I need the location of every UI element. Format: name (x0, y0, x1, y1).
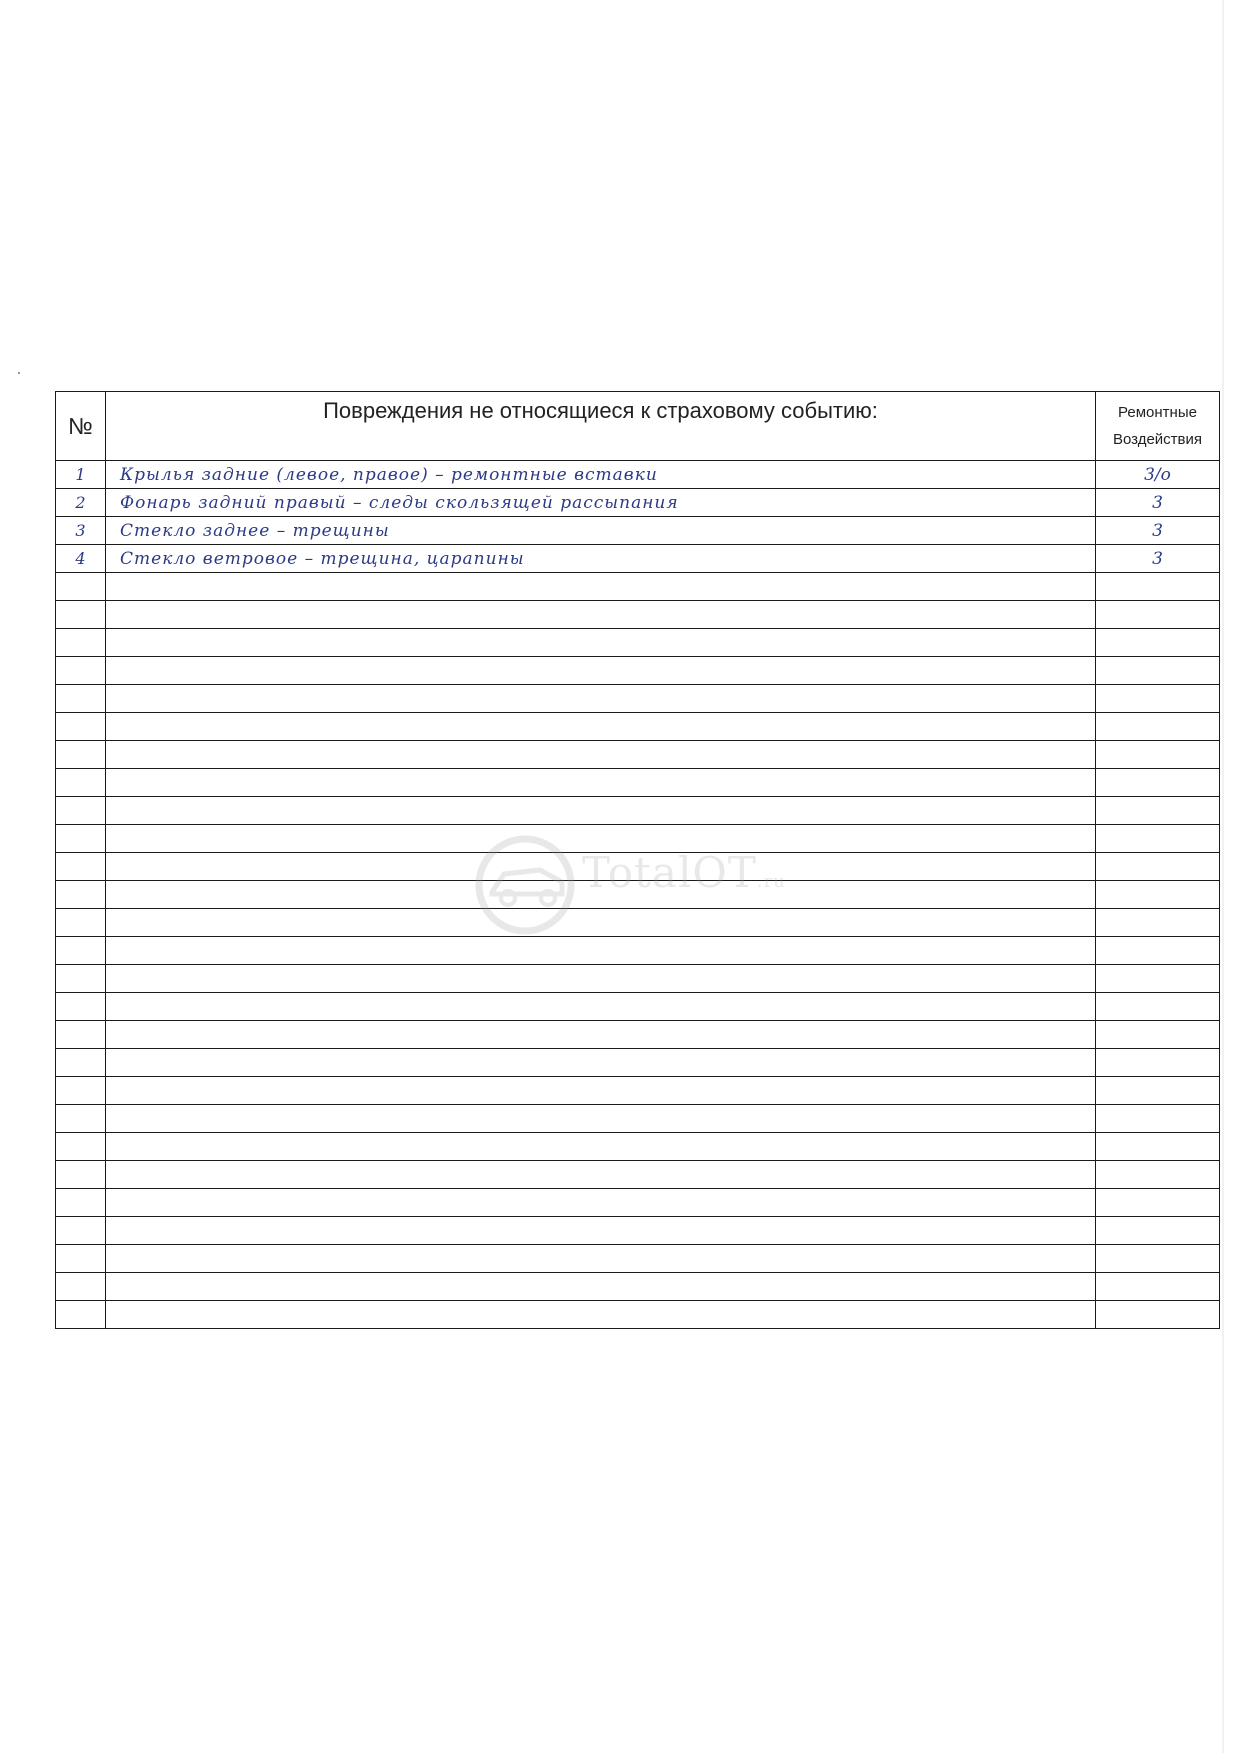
row-number (56, 1077, 106, 1105)
row-description (106, 1245, 1096, 1273)
row-repair-action (1096, 1021, 1220, 1049)
row-number (56, 881, 106, 909)
row-repair-action (1096, 797, 1220, 825)
row-description: Стекло ветровое – трещина, царапины (106, 545, 1096, 573)
row-repair-action (1096, 657, 1220, 685)
row-description: Фонарь задний правый – следы скользящей рассыпания (106, 489, 1096, 517)
table-row (56, 853, 1220, 881)
row-description (106, 1105, 1096, 1133)
row-number (56, 685, 106, 713)
row-number (56, 1301, 106, 1329)
row-repair-action (1096, 573, 1220, 601)
table-row (56, 657, 1220, 685)
row-repair-action (1096, 993, 1220, 1021)
table-row (56, 1077, 1220, 1105)
table-row (56, 1161, 1220, 1189)
row-description: Стекло заднее – трещины (106, 517, 1096, 545)
table-row (56, 797, 1220, 825)
row-repair-action (1096, 881, 1220, 909)
row-number (56, 1049, 106, 1077)
table-row (56, 741, 1220, 769)
row-description (106, 1077, 1096, 1105)
row-repair-action (1096, 937, 1220, 965)
row-description (106, 573, 1096, 601)
row-repair-action (1096, 1301, 1220, 1329)
row-repair-action (1096, 1161, 1220, 1189)
table-row (56, 937, 1220, 965)
table-row (56, 1049, 1220, 1077)
row-number (56, 825, 106, 853)
row-description (106, 685, 1096, 713)
row-number (56, 1133, 106, 1161)
row-repair-action (1096, 629, 1220, 657)
table-row (56, 1273, 1220, 1301)
row-description (106, 1301, 1096, 1329)
row-number (56, 853, 106, 881)
row-description (106, 741, 1096, 769)
table-row (56, 545, 1220, 573)
table-row (56, 601, 1220, 629)
row-repair-action: 3 (1096, 545, 1220, 573)
row-number: 2 (56, 489, 106, 517)
table-row (56, 909, 1220, 937)
row-description (106, 601, 1096, 629)
row-number (56, 1273, 106, 1301)
row-description (106, 1021, 1096, 1049)
header-repair-actions-line2: Воздействия (1112, 431, 1203, 448)
row-repair-action (1096, 741, 1220, 769)
row-repair-action (1096, 1217, 1220, 1245)
header-repair-actions (1096, 392, 1220, 461)
watermark-suffix: .ru (756, 871, 786, 892)
table-row (56, 1105, 1220, 1133)
row-description (106, 965, 1096, 993)
table-row (56, 573, 1220, 601)
row-repair-action: 3 (1096, 489, 1220, 517)
row-repair-action (1096, 1245, 1220, 1273)
table-row (56, 685, 1220, 713)
row-number (56, 629, 106, 657)
row-number (56, 909, 106, 937)
row-description (106, 1273, 1096, 1301)
row-repair-action (1096, 685, 1220, 713)
row-number (56, 965, 106, 993)
row-description (106, 1133, 1096, 1161)
damage-table (55, 391, 1220, 1329)
watermark-brand: TotalOT (582, 848, 757, 897)
row-description (106, 1161, 1096, 1189)
row-description (106, 797, 1096, 825)
header-repair-actions-line1: Ремонтные (1118, 404, 1197, 421)
row-number (56, 741, 106, 769)
table-row (56, 965, 1220, 993)
row-description (106, 629, 1096, 657)
row-number (56, 713, 106, 741)
table-row (56, 1189, 1220, 1217)
table-row (56, 489, 1220, 517)
row-description (106, 1049, 1096, 1077)
row-repair-action (1096, 1077, 1220, 1105)
row-description (106, 1189, 1096, 1217)
table-header-row (56, 392, 1220, 461)
table-row (56, 825, 1220, 853)
table-row (56, 1217, 1220, 1245)
row-number (56, 1245, 106, 1273)
row-repair-action (1096, 713, 1220, 741)
header-title: Повреждения не относящиеся к страховому событию: (106, 392, 1096, 461)
row-repair-action (1096, 1273, 1220, 1301)
row-number (56, 601, 106, 629)
scan-speck (18, 372, 20, 374)
row-description (106, 909, 1096, 937)
row-description (106, 1217, 1096, 1245)
table-row (56, 629, 1220, 657)
row-repair-action: 3 (1096, 517, 1220, 545)
row-description: Крылья задние (левое, правое) – ремонтные вставки (106, 461, 1096, 489)
table-row (56, 993, 1220, 1021)
row-number: 3 (56, 517, 106, 545)
row-repair-action (1096, 1049, 1220, 1077)
row-number (56, 1021, 106, 1049)
row-description (106, 769, 1096, 797)
scan-edge (1222, 0, 1224, 1753)
table-row (56, 461, 1220, 489)
row-repair-action (1096, 1105, 1220, 1133)
row-repair-action (1096, 769, 1220, 797)
row-number (56, 657, 106, 685)
table-row (56, 881, 1220, 909)
row-number (56, 573, 106, 601)
row-number (56, 1161, 106, 1189)
row-description (106, 657, 1096, 685)
row-number (56, 937, 106, 965)
row-repair-action (1096, 1133, 1220, 1161)
table-row (56, 517, 1220, 545)
row-repair-action (1096, 1189, 1220, 1217)
row-number (56, 993, 106, 1021)
row-description (106, 853, 1096, 881)
row-number (56, 1217, 106, 1245)
table-row (56, 1133, 1220, 1161)
row-description (106, 881, 1096, 909)
table-body (56, 461, 1220, 1329)
table-row (56, 1021, 1220, 1049)
row-repair-action (1096, 601, 1220, 629)
header-number: № (56, 392, 106, 461)
table-row (56, 713, 1220, 741)
row-repair-action (1096, 853, 1220, 881)
row-description (106, 937, 1096, 965)
row-number: 4 (56, 545, 106, 573)
row-number: 1 (56, 461, 106, 489)
row-number (56, 1189, 106, 1217)
row-number (56, 1105, 106, 1133)
row-repair-action (1096, 825, 1220, 853)
row-description (106, 993, 1096, 1021)
row-description (106, 713, 1096, 741)
row-number (56, 797, 106, 825)
row-number (56, 769, 106, 797)
table-row (56, 1245, 1220, 1273)
row-description (106, 825, 1096, 853)
row-repair-action: 3/о (1096, 461, 1220, 489)
row-repair-action (1096, 965, 1220, 993)
table-row (56, 769, 1220, 797)
row-repair-action (1096, 909, 1220, 937)
table-row (56, 1301, 1220, 1329)
